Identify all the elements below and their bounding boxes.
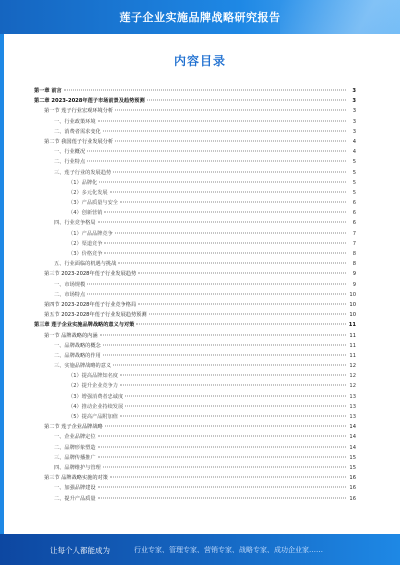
toc-entry[interactable] [34, 147, 356, 157]
toc-leader-dots [104, 212, 346, 213]
toc-leader-dots [147, 100, 346, 101]
toc-entry-page: 7 [352, 230, 356, 237]
toc-entry[interactable] [34, 168, 356, 178]
toc-entry-label: 一、品牌战略的概念 [54, 342, 101, 349]
toc-entry-label: 三、实施品牌战略的意义 [54, 363, 112, 370]
toc-entry-page: 5 [352, 169, 356, 176]
toc-entry-label: 第二章 2023-2028年莲子市场前景及趋势预测 [34, 98, 145, 105]
toc-entry[interactable] [34, 259, 356, 269]
toc-entry[interactable] [34, 473, 356, 483]
toc-entry-label: （1）提高品牌知名度 [68, 373, 118, 380]
toc-entry[interactable] [34, 381, 356, 391]
toc-entry[interactable] [34, 300, 356, 310]
toc-entry-page: 5 [352, 179, 356, 186]
toc-entry[interactable] [34, 392, 356, 402]
toc-entry-page: 13 [349, 403, 356, 410]
toc-entry-page: 10 [349, 301, 356, 308]
toc-entry-label: （2）提升企业竞争力 [68, 383, 118, 390]
toc-entry-label: 第二节 我国莲子行业发展分析 [44, 138, 114, 145]
toc-entry-page: 16 [349, 475, 356, 482]
toc-entry-page: 12 [349, 383, 356, 390]
toc-entry-label: 一、行业概况 [54, 149, 86, 156]
toc-entry-page: 9 [352, 281, 356, 288]
toc-entry-label: （2）多元化发展 [68, 189, 108, 196]
toc-leader-dots [120, 385, 346, 386]
toc-title: 内容目录 [173, 54, 226, 68]
toc-entry-label: 二、品牌形象塑造 [54, 444, 96, 451]
toc-entry[interactable] [34, 280, 356, 290]
toc-entry-label: 二、品牌战略的作用 [54, 352, 101, 359]
toc-entry-page: 14 [349, 434, 356, 441]
toc-leader-dots [87, 293, 346, 294]
toc-entry-label: 第一节 品牌战略的内涵 [44, 332, 98, 339]
toc-leader-dots [115, 140, 346, 141]
toc-entry-label: （3）产品质量与安全 [68, 200, 118, 207]
toc-leader-dots [100, 334, 346, 335]
toc-entry-label: 四、品牌维护与管理 [54, 464, 101, 471]
toc-leader-dots [136, 324, 346, 325]
toc-entry[interactable] [34, 188, 356, 198]
toc-entry[interactable] [34, 361, 356, 371]
toc-entry-page: 8 [352, 251, 356, 257]
side-stripe [0, 34, 4, 534]
toc-entry[interactable] [34, 422, 356, 432]
toc-entry[interactable] [34, 331, 356, 341]
toc-entry-label: 五、行业面临的机遇与挑战 [54, 261, 117, 268]
toc-entry-page: 12 [349, 363, 356, 370]
toc-entry-page: 15 [349, 464, 356, 471]
toc-entry-page: 11 [349, 342, 356, 349]
toc-entry-label: 一、企业品牌定位 [54, 434, 96, 441]
toc-entry[interactable] [34, 290, 356, 300]
toc-leader-dots [120, 375, 346, 376]
toc-entry-page: 3 [352, 88, 356, 94]
toc-entry-page: 16 [349, 485, 356, 492]
toc-leader-dots [118, 263, 346, 264]
toc-entry-page: 6 [352, 220, 356, 227]
toc-entry[interactable] [34, 483, 356, 493]
toc-entry-page: 4 [352, 138, 356, 145]
toc-leader-dots [105, 426, 346, 427]
toc-entry-page: 3 [352, 128, 356, 135]
toc-entry-label: 第四节 2023-2028年莲子行业竞争格局 [44, 301, 137, 308]
toc-entry[interactable] [34, 208, 356, 218]
toc-entry-label: （5）提高产品附加值 [68, 414, 118, 420]
toc-leader-dots [115, 110, 346, 111]
toc-leader-dots [138, 303, 346, 304]
toc-entry-page: 11 [349, 332, 356, 339]
footer-slogan: 让每个人都能成为 [50, 546, 110, 555]
toc-leader-dots [104, 253, 346, 254]
toc-entry[interactable] [34, 463, 356, 473]
toc-entry-label: 第三章 莲子企业实施品牌战略的意义与对策 [34, 322, 135, 329]
toc-entry-page: 7 [352, 240, 356, 247]
toc-entry[interactable] [34, 320, 356, 330]
toc-entry[interactable] [34, 341, 356, 351]
toc-entry-label: 二、市场特点 [54, 291, 86, 298]
toc-entry-label: 三、品牌传播推广 [54, 454, 96, 461]
toc-entry[interactable] [34, 432, 356, 442]
toc-leader-dots [98, 222, 346, 223]
toc-leader-dots [98, 446, 346, 447]
toc-entry-label: （4）推动企业持续发展 [68, 403, 124, 410]
toc-entry[interactable] [34, 86, 356, 96]
toc-entry-page: 8 [352, 261, 356, 268]
toc-leader-dots [138, 273, 346, 274]
toc-entry[interactable] [34, 117, 356, 127]
toc-entry[interactable] [34, 157, 356, 167]
toc-leader-dots [98, 497, 346, 498]
toc-leader-dots [110, 477, 346, 478]
toc-entry[interactable] [34, 351, 356, 361]
toc-leader-dots [149, 314, 346, 315]
toc-entry-label: （1）品牌化 [68, 179, 98, 186]
toc-leader-dots [99, 181, 346, 182]
toc-entry[interactable] [34, 239, 356, 249]
footer-banner [0, 534, 400, 565]
toc-entry[interactable] [34, 137, 356, 147]
toc-entry[interactable] [34, 198, 356, 208]
toc-entry-page: 5 [352, 159, 356, 166]
toc-leader-dots [87, 283, 346, 284]
toc-entry-label: 第一节 莲子行业宏观环境分析 [44, 108, 114, 115]
toc-entry-label: 一、市场规模 [54, 281, 86, 288]
toc-entry-label: （2）渠道竞争 [68, 240, 103, 247]
report-title: 莲子企业实施品牌战略研究报告 [119, 11, 281, 24]
toc-entry-label: 第五节 2023-2028年莲子行业发展趋势预测 [44, 312, 147, 319]
toc-entry[interactable] [34, 371, 356, 381]
toc-entry-label: （4）创新营销 [68, 210, 103, 217]
toc-entry[interactable] [34, 494, 356, 504]
toc-entry[interactable] [34, 229, 356, 239]
toc-entry-label: （1）产品品牌竞争 [68, 230, 113, 237]
toc-entry-page: 3 [352, 118, 356, 125]
toc-entry-label: （3）增强消费者忠诚度 [68, 393, 124, 400]
toc-entry-page: 10 [349, 291, 356, 298]
toc-entry[interactable] [34, 310, 356, 320]
toc-entry-page: 14 [349, 444, 356, 451]
toc-leader-dots [115, 232, 346, 233]
toc-entry-label: 二、行业特点 [54, 159, 86, 166]
toc-entry-label: 四、行业竞争格局 [54, 220, 96, 227]
toc-leader-dots [104, 242, 346, 243]
toc-entry[interactable] [34, 249, 356, 259]
toc-entry-label: 一、加强品牌建设 [54, 485, 96, 492]
toc-entry-label: 二、提升产品质量 [54, 495, 96, 502]
toc-entry-label: 第三节 品牌战略实施的对策 [44, 475, 108, 482]
toc-entry[interactable] [34, 218, 356, 228]
toc-entry[interactable] [34, 443, 356, 453]
toc-entry-page: 11 [348, 322, 356, 329]
toc-entry-page: 12 [349, 373, 356, 380]
toc-entry[interactable] [34, 96, 356, 106]
toc-leader-dots [120, 202, 346, 203]
toc-entry-page: 11 [349, 352, 356, 359]
toc-entry-label: 第三节 2023-2028年莲子行业发展趋势 [44, 271, 137, 278]
toc-entry-label: 一、行业政策环境 [54, 118, 96, 125]
toc-entry-label: 三、莲子行业的发展趋势 [54, 169, 112, 176]
header-banner [0, 0, 400, 34]
toc-leader-dots [64, 90, 346, 91]
toc-entry-page: 4 [352, 149, 356, 156]
toc-leader-dots [103, 354, 346, 355]
table-of-contents [34, 86, 356, 504]
toc-leader-dots [103, 130, 346, 131]
toc-entry-label: 第一章 前言 [34, 88, 62, 94]
toc-entry-page: 15 [349, 454, 356, 461]
toc-entry-label: （3）价格竞争 [68, 251, 103, 257]
toc-leader-dots [125, 405, 346, 406]
toc-leader-dots [125, 395, 346, 396]
toc-entry-page: 5 [352, 189, 356, 196]
toc-entry-page: 3 [352, 98, 356, 105]
toc-entry-page: 6 [352, 200, 356, 207]
toc-leader-dots [98, 456, 346, 457]
toc-entry[interactable] [34, 106, 356, 116]
toc-leader-dots [113, 171, 346, 172]
toc-leader-dots [87, 161, 346, 162]
toc-entry-page: 13 [349, 414, 356, 420]
toc-entry[interactable] [34, 269, 356, 279]
toc-leader-dots [87, 151, 346, 152]
toc-leader-dots [98, 436, 346, 437]
toc-entry-page: 16 [349, 495, 356, 502]
toc-entry-page: 13 [349, 393, 356, 400]
toc-entry[interactable] [34, 453, 356, 463]
toc-leader-dots [98, 120, 346, 121]
toc-entry-page: 10 [349, 312, 356, 319]
toc-entry-page: 3 [352, 108, 356, 115]
toc-leader-dots [110, 191, 346, 192]
toc-entry[interactable] [34, 412, 356, 422]
toc-leader-dots [103, 466, 346, 467]
footer-tagline: 行业专家、管理专家、营销专家、战略专家、成功企业家…… [134, 546, 323, 554]
toc-entry-label: 二、消费者需求变化 [54, 128, 101, 135]
toc-leader-dots [103, 344, 346, 345]
toc-entry[interactable] [34, 402, 356, 412]
toc-entry[interactable] [34, 178, 356, 188]
toc-leader-dots [98, 487, 346, 488]
toc-entry[interactable] [34, 127, 356, 137]
toc-entry-page: 6 [352, 210, 356, 217]
toc-leader-dots [113, 365, 346, 366]
toc-entry-page: 14 [349, 424, 356, 431]
toc-leader-dots [120, 416, 346, 417]
toc-entry-label: 第二节 莲子企业品牌战略 [44, 424, 103, 431]
toc-entry-page: 9 [352, 271, 356, 278]
